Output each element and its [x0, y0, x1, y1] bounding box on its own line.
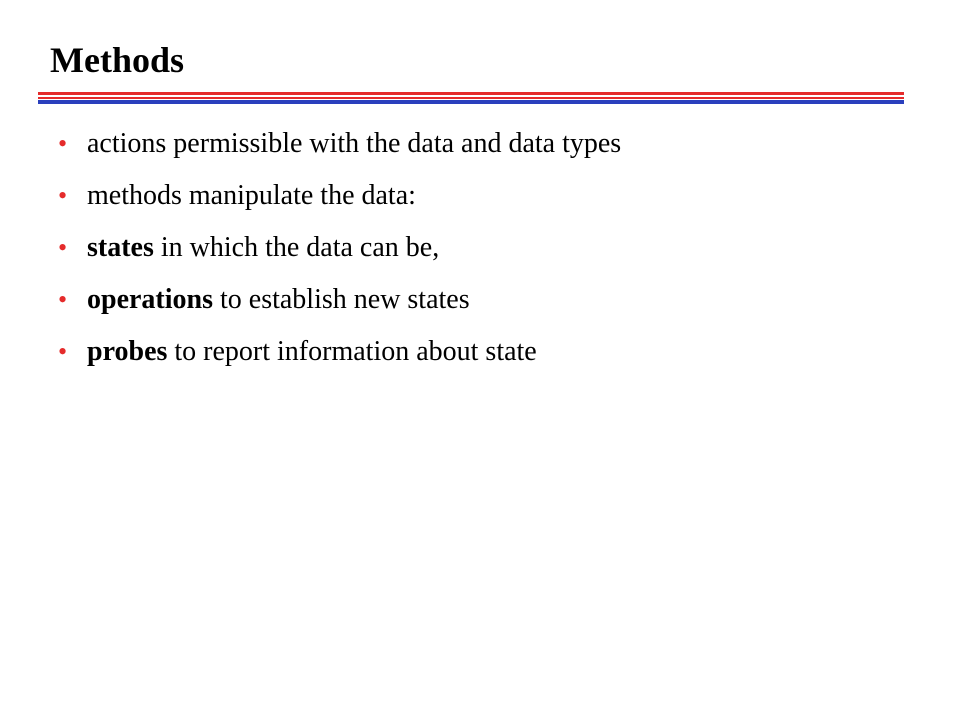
- bullet-list: [58, 118, 621, 378]
- slide-title: Methods: [50, 40, 184, 80]
- bullet-bold-term: states: [87, 232, 154, 263]
- bullet-body: to establish new states: [213, 284, 470, 315]
- title-rule-red-bottom: [38, 97, 904, 99]
- bullet-item: [58, 222, 621, 274]
- bullet-dot-icon: •: [58, 129, 68, 158]
- bullet-text: [87, 234, 439, 262]
- title-rule-blue: [38, 100, 904, 104]
- bullet-item: [58, 326, 621, 378]
- bullet-text: [87, 130, 621, 158]
- bullet-item: [58, 118, 621, 170]
- bullet-body: actions permissible with the data and data types: [87, 128, 622, 159]
- bullet-body: to report information about state: [167, 336, 537, 367]
- bullet-dot-icon: •: [58, 181, 68, 210]
- bullet-body: in which the data can be,: [153, 232, 440, 263]
- bullet-bold-term: operations: [87, 284, 213, 315]
- bullet-body: methods manipulate the data:: [87, 180, 416, 211]
- bullet-dot-icon: •: [58, 233, 68, 262]
- bullet-item: [58, 170, 621, 222]
- bullet-text: [87, 286, 470, 314]
- bullet-dot-icon: •: [58, 337, 68, 366]
- bullet-text: [87, 182, 416, 210]
- bullet-bold-term: probes: [87, 336, 168, 367]
- bullet-text: [87, 338, 537, 366]
- bullet-item: [58, 274, 621, 326]
- bullet-dot-icon: •: [58, 285, 68, 314]
